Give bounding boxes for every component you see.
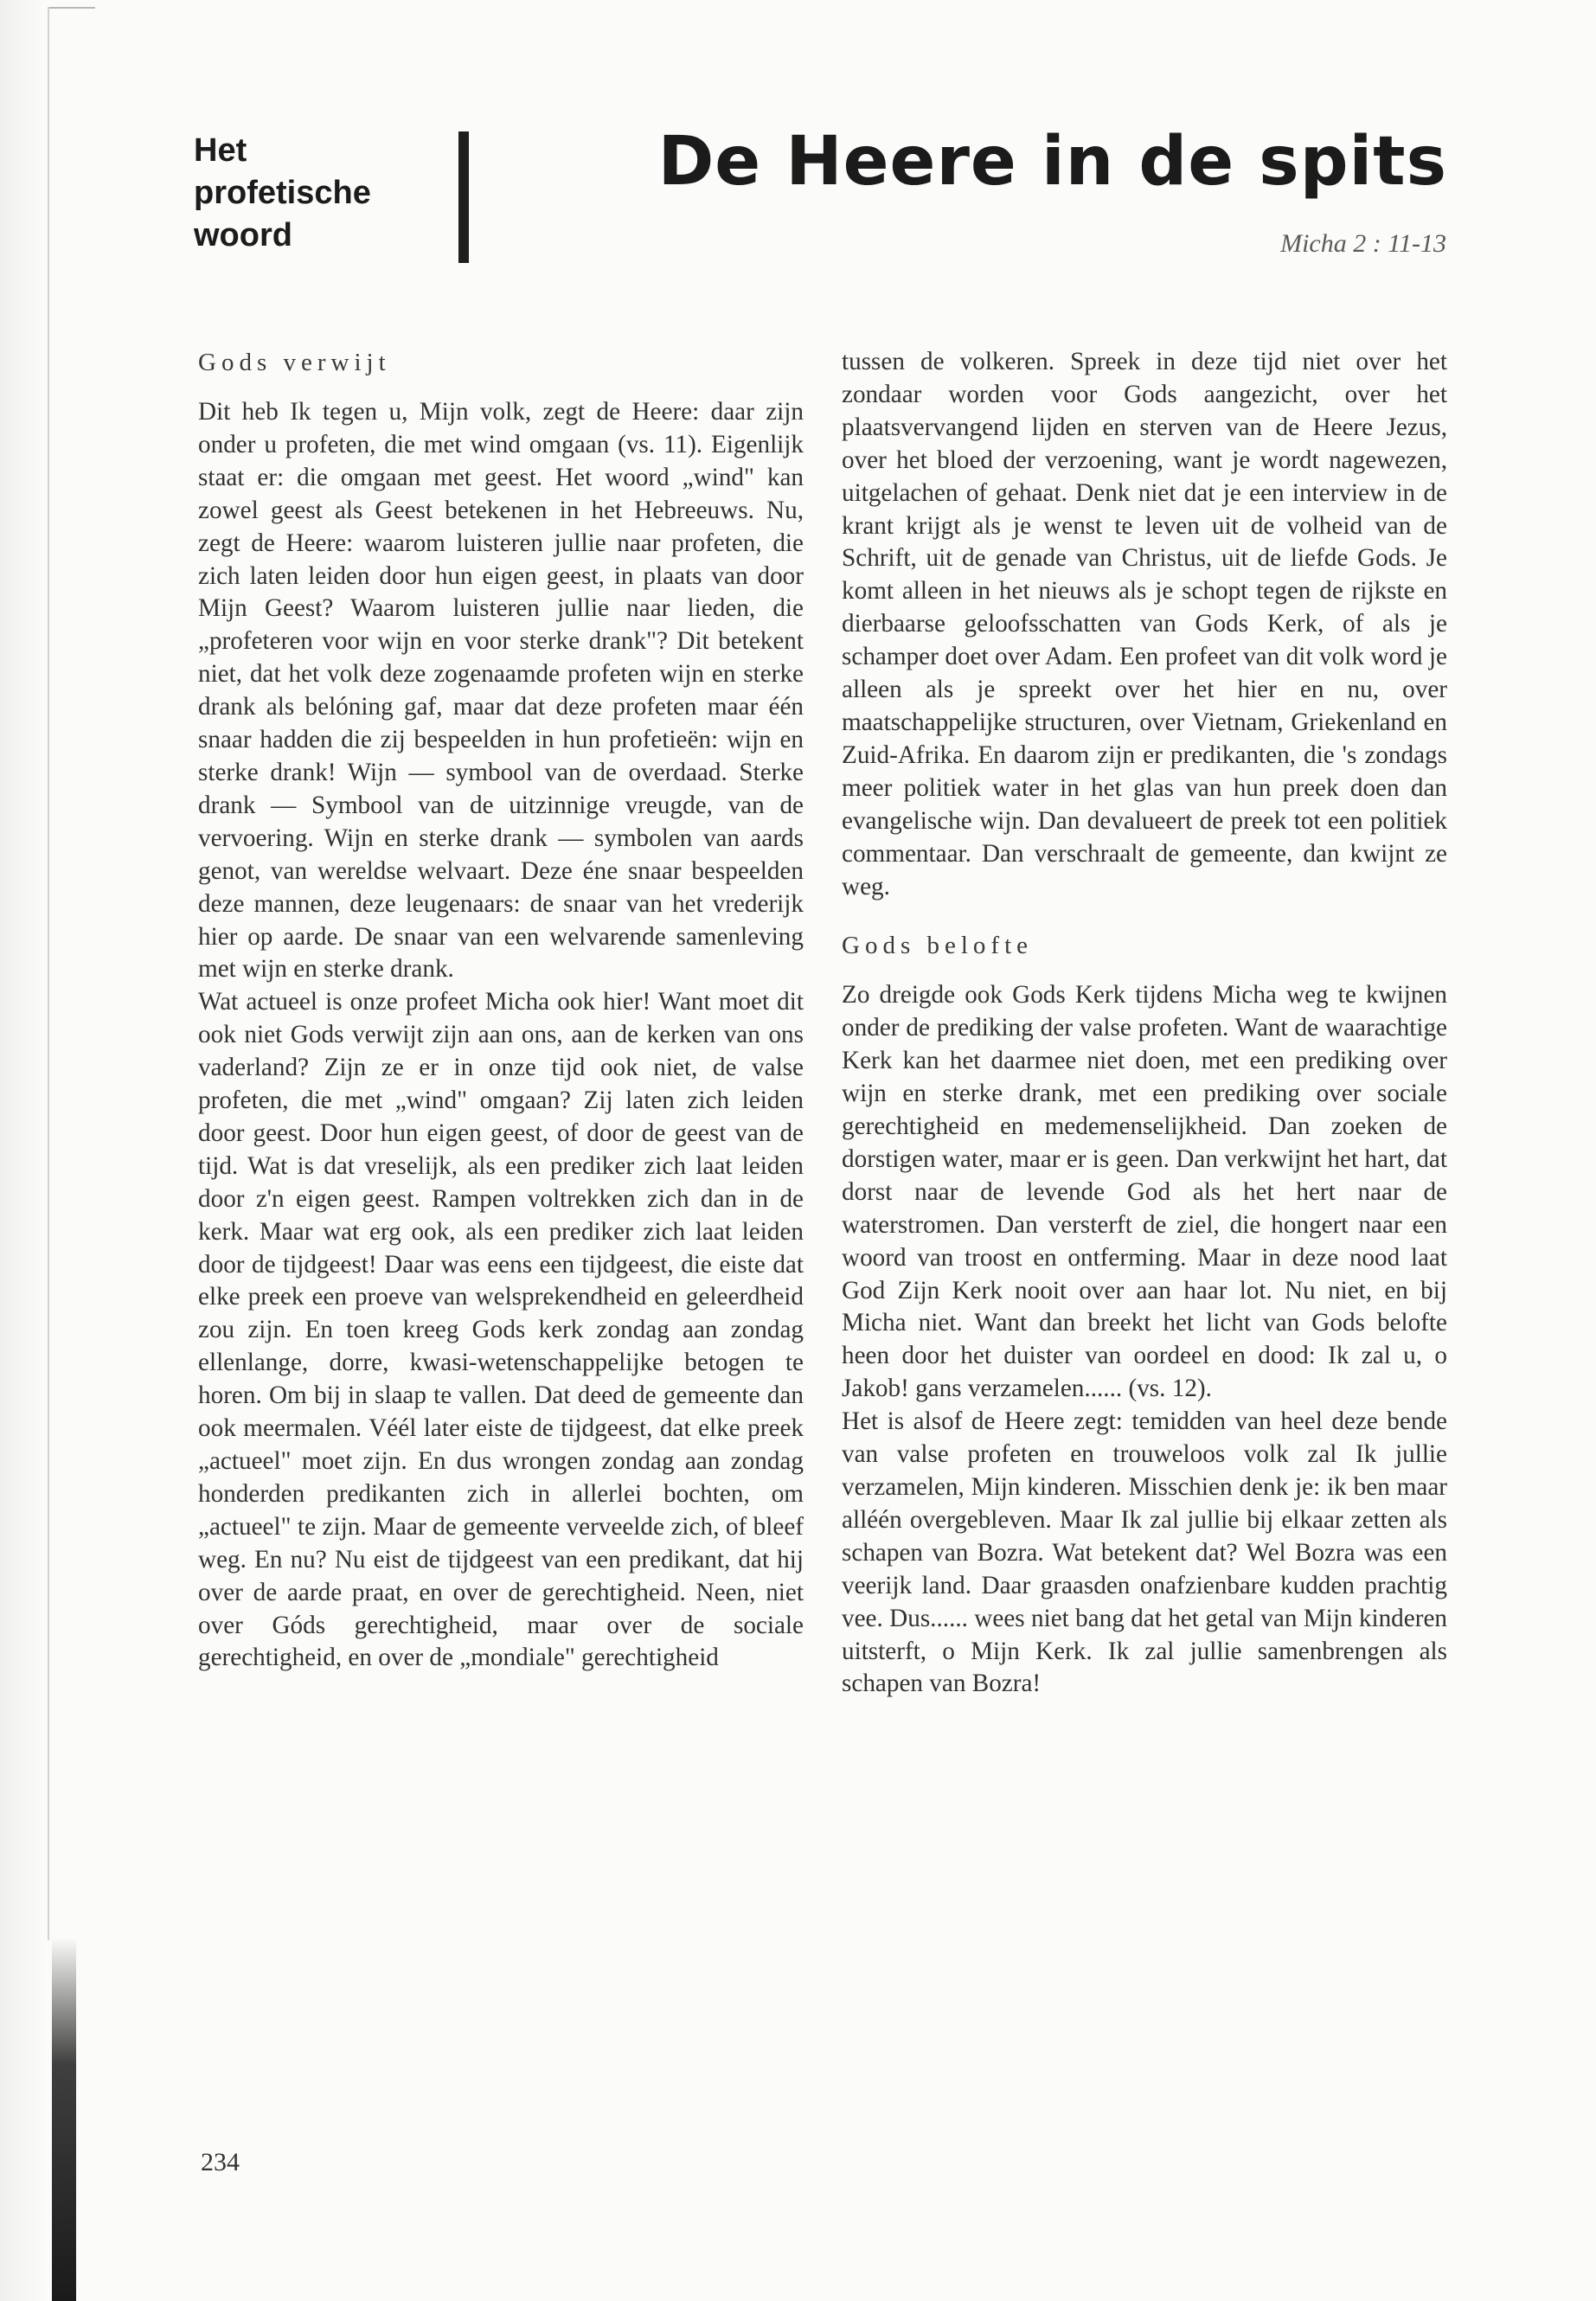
header-divider-bar xyxy=(458,131,469,263)
paragraph: Zo dreigde ook Gods Kerk tijdens Micha weg te kwijnen onder de prediking der valse profeten. Want de waarachtige Kerk kan het daarmee niet doen, met een prediking over wijn en sterke drank, met een prediking over sociale gerechtigheid en medemenselijkheid. Dan zoeken de dorstigen water, maar er is geen. Dan verkwijnt het hart, dat dorst naar de levende God als het hert naar de waterstromen. Dan versterft de ziel, die hongert naar een woord van troost en ontferming. Maar in deze nood laat God Zijn Kerk nooit over aan haar lot. Nu niet, en bij Micha niet. Want dan breekt het licht van Gods belofte heen door het duister van oordeel en dood: Ik zal u, o Jakob! gans verzamelen...... (vs. 12). xyxy=(842,981,1447,1403)
right-column xyxy=(842,346,1447,1701)
paragraph: Wat actueel is onze profeet Micha ook hier! Want moet dit ook niet Gods verwijt zijn aan ons, aan de kerken van ons vaderland? Zijn ze er in onze tijd ook niet, de valse profeten, die met „wind" omgaan? Zij laten zich leiden door geest. Door hun eigen geest, of door de geest van de tijd. Wat is dat vreselijk, als een prediker zich laat leiden door z'n eigen geest. Rampen voltrekken zich dan in de kerk. Maar wat erg ook, als een prediker zich laat leiden door de tijdgeest! Daar was eens een tijdgeest, die eiste dat elke preek een proeve van welsprekendheid en geleerdheid zou zijn. En toen kreeg Gods kerk zondag aan zondag ellenlange, dorre, kwasi-wetenschappelijke betogen te horen. Om bij in slaap te vallen. Dat deed de gemeente dan ook meermalen. Véél later eiste de tijdgeest, dat elke preek „actueel" moet zijn. En dus wrongen zondag aan zondag honderden predikanten zich in allerlei bochten, om „actueel" te zijn. Maar de gemeente verveelde zich, of bleef weg. En nu? Nu eist de tijdgeest van een predikant, dat hij over de aarde praat, en over de gerechtigheid. Neen, niet over Góds gerechtigheid, maar over de sociale gerechtigheid, en over de „mondiale" gerechtigheid xyxy=(198,988,804,1672)
page-number: 234 xyxy=(201,2148,240,2176)
scan-edge-line xyxy=(48,7,49,1940)
section-heading: Gods verwijt xyxy=(198,349,391,376)
paragraph: Het is alsof de Heere zegt: temidden van heel deze bende van valse profeten en trouweloos volk zal Ik jullie verzamelen, Mijn kinderen. Misschien denk je: ik ben maar alléén overgebleven. Maar Ik zal jullie bij elkaar zetten als schapen van Bozra. Wat betekent dat? Wel Bozra was een veerijk land. Daar graasden onafzienbare kudden prachtig vee. Dus...... wees niet bang dat het getal van Mijn kinderen uitsterft, o Mijn Kerk. Ik zal jullie samenbrengen als schapen van Bozra! xyxy=(842,1407,1447,1698)
left-column xyxy=(198,346,804,1675)
series-label-line: profetische xyxy=(194,175,371,211)
series-label-line: woord xyxy=(194,217,292,253)
scan-margin xyxy=(0,0,45,2301)
series-label-line: Het xyxy=(194,132,247,169)
section-heading: Gods belofte xyxy=(842,932,1033,960)
paragraph: Dit heb Ik tegen u, Mijn volk, zegt de Heere: daar zijn onder u profeten, die met wind omgaan (vs. 11). Eigenlijk staat er: die omgaan met geest. Het woord „wind" kan zowel geest als Geest betekenen in het Hebreeuws. Nu, zegt de Heere: waarom luisteren jullie naar profeten, die zich laten leiden door hun eigen geest, in plaats van door Mijn Geest? Waarom luisteren jullie naar lieden, die „profeteren voor wijn en voor sterke drank"? Dit betekent niet, dat het volk deze zogenaamde profeten wijn en sterke drank als belóning gaf, maar dat deze profeten maar één snaar hadden die zij bespeelden in hun profetieën: wijn en sterke drank! Wijn — symbool van de overdaad. Sterke drank — Symbool van de uitzinnige vreugde, van de vervoering. Wijn en sterke drank — symbolen van aards genot, van wereldse welvaart. Deze éne snaar bespeelden deze mannen, deze leugenaars: de snaar van het vrederijk hier op aarde. De snaar van een welvarende samenleving met wijn en sterke drank. xyxy=(198,398,804,984)
scan-shadow xyxy=(52,1938,76,2301)
series-label xyxy=(194,130,436,257)
article-title: De Heere in de spits xyxy=(657,123,1447,201)
scripture-reference: Micha 2 : 11-13 xyxy=(1280,229,1446,258)
scan-edge-line xyxy=(48,7,95,9)
paragraph: tussen de volkeren. Spreek in deze tijd niet over het zondaar worden voor Gods aangezicht, over het plaatsvervangend lijden en sterven van de Heere Jezus, over het bloed der verzoening, want je wordt nagewezen, uitgelachen of gehaat. Denk niet dat je een interview in de krant krijgt als je wenst te leven uit de volheid van de Schrift, uit de genade van Christus, uit de liefde Gods. Je komt alleen in het nieuws als je schopt tegen de rijkste en dierbaarse geloofsschatten van Gods Kerk, of als je schamper doet over Adam. Een profeet van dit volk word je alleen als je spreekt over het hier en nu, over maatschappelijke structuren, over Vietnam, Griekenland en Zuid-Afrika. En daarom zijn er predikanten, die 's zondags meer politiek water in het glas van hun preek doen dan evangelische wijn. Dan devalueert de preek tot een politiek commentaar. Dan verschraalt de gemeente, dan kwijnt ze weg. xyxy=(842,348,1447,901)
